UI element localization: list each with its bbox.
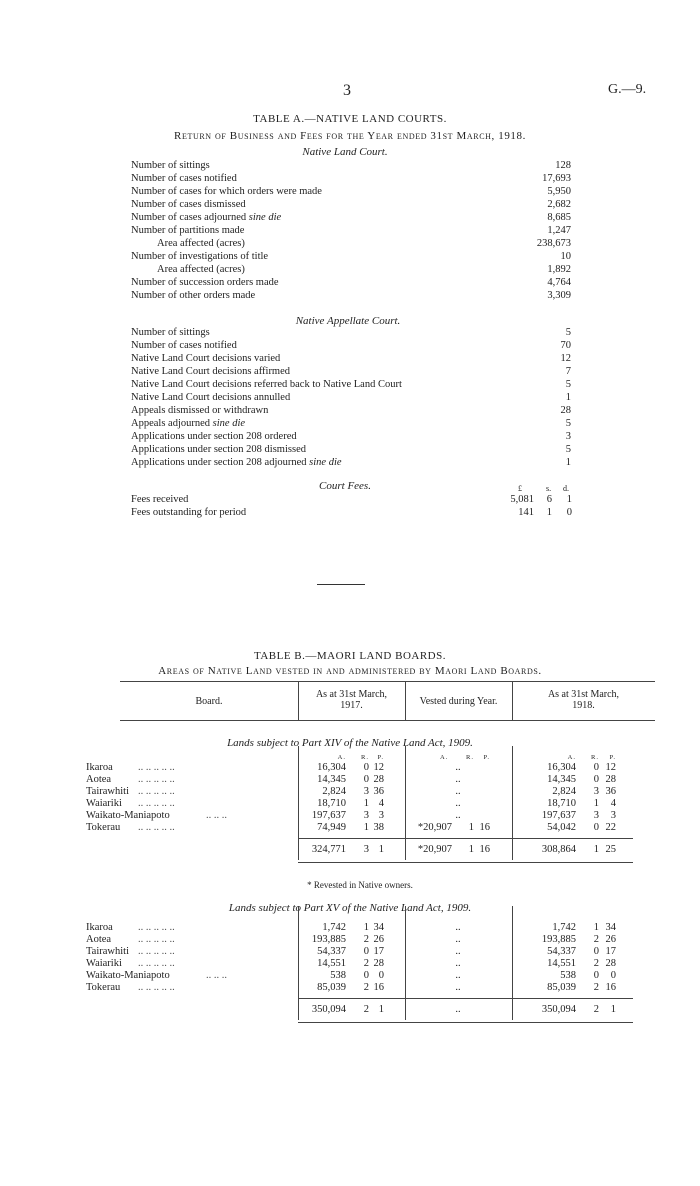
fee-pounds: 5,081 — [510, 494, 534, 505]
leader-dots: .. .. .. .. .. — [138, 946, 175, 957]
cell-r3: R. — [591, 754, 599, 761]
fee-shillings: 1 — [546, 507, 552, 518]
cell-r3: 0 — [593, 774, 599, 785]
cell-a3: 197,637 — [541, 810, 576, 821]
table-row — [86, 982, 626, 994]
cell-r1: 3 — [363, 786, 369, 797]
column-divider — [405, 906, 406, 1020]
cell-r1: 1 — [363, 922, 369, 933]
fee-label: Fees outstanding for period — [131, 507, 247, 518]
table-row — [131, 404, 575, 417]
cell-a1: 324,771 — [311, 844, 346, 855]
table-row — [131, 198, 575, 211]
cell-r1: 2 — [363, 958, 369, 969]
leader-dots: .. .. .. — [206, 970, 227, 981]
row-value: 5 — [565, 379, 571, 390]
table-row — [131, 159, 575, 172]
document-reference: G.—9. — [608, 82, 647, 97]
row-label: Native Land Court decisions affirmed — [131, 366, 291, 377]
row-label: Number of partitions made — [131, 225, 245, 236]
row-label: Area affected (acres) — [157, 264, 245, 275]
table-b-subtitle: Areas of Native Land vested in and administered by Maori Land Boards. — [158, 665, 542, 677]
header-bottom-rule — [120, 720, 655, 721]
table-row — [131, 276, 575, 289]
table-row — [131, 211, 575, 224]
row-value: 8,685 — [547, 212, 571, 223]
cell-p1: 38 — [373, 822, 384, 833]
row-value: 70 — [560, 340, 571, 351]
total-row — [86, 844, 626, 856]
cell-a3: 2,824 — [552, 786, 576, 797]
row-value: 1 — [565, 457, 571, 468]
cell-r2: 1 — [468, 822, 474, 833]
fee-pence: 0 — [566, 507, 572, 518]
table-row — [131, 391, 575, 404]
leader-dots: .. .. .. .. .. — [138, 798, 175, 809]
row-label: Applications under section 208 adjourned sine die — [131, 457, 342, 468]
column-header-1918-line2: 1918. — [572, 700, 595, 711]
table-row — [131, 443, 575, 456]
row-label: Number of investigations of title — [131, 251, 269, 262]
cell-a1: 1,742 — [322, 922, 346, 933]
row-value: 4,764 — [547, 277, 571, 288]
board-name: Waikato-Maniapoto — [86, 970, 170, 981]
row-label: Number of cases for which orders were made — [131, 186, 322, 197]
cell-p1: 34 — [373, 922, 384, 933]
cell-p3: 36 — [605, 786, 616, 797]
leader-dots: .. .. .. .. .. — [138, 774, 175, 785]
table-row — [131, 224, 575, 237]
column-header-vested: Vested during Year. — [419, 696, 498, 707]
cell-p3: 12 — [605, 762, 616, 773]
column-divider — [512, 746, 513, 860]
board-name: Tairawhiti — [86, 946, 129, 957]
row-value: 1,247 — [547, 225, 571, 236]
cell-p2: 16 — [479, 822, 490, 833]
cell-a2: .. — [455, 1004, 461, 1015]
cell-r3: 2 — [593, 934, 599, 945]
row-value: 12 — [560, 353, 571, 364]
cell-p3: P. — [609, 754, 616, 761]
table-a-subtitle: Return of Business and Fees for the Year ended 31st March, 1918. — [174, 130, 526, 142]
leader-dots: .. .. .. — [206, 810, 227, 821]
row-label: Appeals adjourned sine die — [131, 418, 246, 429]
row-label: Number of cases notified — [131, 340, 237, 351]
fee-pounds: 141 — [518, 507, 534, 518]
table-a-title: TABLE A.—NATIVE LAND COURTS. — [253, 113, 447, 125]
cell-p3: 25 — [605, 844, 616, 855]
cell-r3: 0 — [593, 762, 599, 773]
part15-heading: Lands subject to Part XV of the Native Land Act, 1909. — [228, 902, 472, 914]
leader-dots: .. .. .. .. .. — [138, 762, 175, 773]
table-row — [131, 365, 575, 378]
cell-r1: 2 — [363, 1004, 369, 1015]
column-divider — [298, 746, 299, 860]
table-row — [86, 922, 626, 934]
row-label: Native Land Court decisions annulled — [131, 392, 291, 403]
table-row — [86, 970, 626, 982]
table-row — [86, 762, 626, 774]
table-row — [131, 185, 575, 198]
row-value: 3,309 — [547, 290, 571, 301]
cell-a3: 350,094 — [541, 1004, 576, 1015]
table-row — [131, 456, 575, 469]
cell-a1: 193,885 — [311, 934, 346, 945]
cell-p1: 1 — [378, 844, 384, 855]
table-row — [86, 822, 626, 834]
cell-a2: .. — [455, 970, 461, 981]
board-name: Ikaroa — [86, 922, 113, 933]
cell-r1: 1 — [363, 798, 369, 809]
table-row — [131, 352, 575, 365]
cell-p1: 1 — [378, 1004, 384, 1015]
row-label: Number of sittings — [131, 327, 210, 338]
cell-p3: 17 — [605, 946, 616, 957]
board-name: Aotea — [86, 934, 112, 945]
cell-r1: 3 — [363, 810, 369, 821]
cell-a3: 54,042 — [547, 822, 576, 833]
board-name: Aotea — [86, 774, 112, 785]
column-divider — [298, 906, 299, 1020]
cell-r1: 3 — [363, 844, 369, 855]
cell-p3: 28 — [605, 774, 616, 785]
cell-r2: 1 — [468, 844, 474, 855]
table-row — [131, 172, 575, 185]
cell-p1: 16 — [373, 982, 384, 993]
total-bottom-rule — [298, 862, 633, 863]
board-name: Tokerau — [86, 822, 121, 833]
cell-p3: 22 — [605, 822, 616, 833]
cell-a2: A. — [440, 754, 449, 761]
cell-r3: 2 — [593, 1004, 599, 1015]
column-header-1917-line2: 1917. — [340, 700, 363, 711]
row-value: 5 — [565, 444, 571, 455]
table-row — [131, 263, 575, 276]
cell-p3: 3 — [610, 810, 616, 821]
cell-p1: 36 — [373, 786, 384, 797]
cell-a1: 54,337 — [317, 946, 346, 957]
footnote: * Revested in Native owners. — [307, 880, 413, 890]
cell-a3: 54,337 — [547, 946, 576, 957]
board-name: Waikato-Maniapoto — [86, 810, 170, 821]
cell-r1: 0 — [363, 774, 369, 785]
leader-dots: .. .. .. .. .. — [138, 822, 175, 833]
cell-a1: 538 — [330, 970, 346, 981]
column-header-board: Board. — [195, 696, 223, 707]
row-label: Number of cases adjourned sine die — [131, 212, 282, 223]
fee-label: Fees received — [131, 494, 189, 505]
total-rule — [298, 998, 633, 999]
cell-a2: .. — [455, 958, 461, 969]
cell-a1: 18,710 — [317, 798, 346, 809]
row-label: Number of succession orders made — [131, 277, 279, 288]
column-header-1918-line1: As at 31st March, — [547, 689, 620, 700]
row-label: Applications under section 208 dismissed — [131, 444, 306, 455]
board-name: Ikaroa — [86, 762, 113, 773]
cell-r3: 2 — [593, 958, 599, 969]
row-value: 5 — [565, 327, 571, 338]
row-label: Number of cases notified — [131, 173, 237, 184]
leader-dots: .. .. .. .. .. — [138, 934, 175, 945]
row-label: Native Land Court decisions referred back to Native Land Court — [131, 379, 402, 390]
cell-p1: P. — [377, 754, 384, 761]
board-name: Tairawhiti — [86, 786, 129, 797]
board-name: Waiariki — [86, 798, 122, 809]
cell-a1: 14,551 — [317, 958, 346, 969]
cell-a2: *20,907 — [417, 844, 452, 855]
table-row — [131, 326, 575, 339]
native-appellate-court-heading: Native Appellate Court. — [295, 315, 401, 327]
cell-r1: 0 — [363, 946, 369, 957]
row-label: Appeals dismissed or withdrawn — [131, 405, 269, 416]
table-row — [86, 774, 626, 786]
cell-r1: R. — [361, 754, 369, 761]
cell-p1: 26 — [373, 934, 384, 945]
cell-r1: 0 — [363, 762, 369, 773]
cell-a2: .. — [455, 774, 461, 785]
cell-a2: .. — [455, 762, 461, 773]
table-row — [86, 934, 626, 946]
cell-a1: 16,304 — [317, 762, 346, 773]
row-label: Number of other orders made — [131, 290, 256, 301]
cell-p3: 1 — [610, 1004, 616, 1015]
cell-r3: 0 — [593, 946, 599, 957]
part14-heading: Lands subject to Part XIV of the Native Land Act, 1909. — [227, 737, 473, 749]
leader-dots: .. .. .. .. .. — [138, 922, 175, 933]
leader-dots: .. .. .. .. .. — [138, 982, 175, 993]
table-row — [86, 958, 626, 970]
row-value: 7 — [565, 366, 571, 377]
row-value: 10 — [560, 251, 571, 262]
cell-a3: 18,710 — [547, 798, 576, 809]
row-label: Number of cases dismissed — [131, 199, 246, 210]
table-row — [86, 946, 626, 958]
cell-a3: 1,742 — [552, 922, 576, 933]
table-row — [131, 237, 575, 250]
row-value: 5 — [565, 418, 571, 429]
cell-a1: A. — [337, 754, 346, 761]
cell-a1: 85,039 — [317, 982, 346, 993]
row-value: 2,682 — [547, 199, 571, 210]
cell-p3: 0 — [610, 970, 616, 981]
cell-p1: 17 — [373, 946, 384, 957]
cell-a3: 193,885 — [541, 934, 576, 945]
table-row — [131, 250, 575, 263]
table-row — [131, 339, 575, 352]
cell-p3: 16 — [605, 982, 616, 993]
board-name: Tokerau — [86, 982, 121, 993]
cell-a3: 14,551 — [547, 958, 576, 969]
cell-p3: 34 — [605, 922, 616, 933]
row-label: Applications under section 208 ordered — [131, 431, 297, 442]
total-bottom-rule — [298, 1022, 633, 1023]
row-label: Area affected (acres) — [157, 238, 245, 249]
cell-r3: 1 — [593, 922, 599, 933]
row-value: 17,693 — [542, 173, 571, 184]
cell-p1: 28 — [373, 774, 384, 785]
total-rule — [298, 838, 633, 839]
cell-p1: 4 — [378, 798, 384, 809]
row-label: Native Land Court decisions varied — [131, 353, 281, 364]
cell-p1: 3 — [378, 810, 384, 821]
cell-a2: .. — [455, 946, 461, 957]
fee-pence: 1 — [566, 494, 572, 505]
column-divider — [405, 746, 406, 860]
cell-a3: 14,345 — [547, 774, 576, 785]
cell-r3: 3 — [593, 810, 599, 821]
row-value: 28 — [560, 405, 571, 416]
header-top-rule — [120, 681, 655, 682]
cell-a3: A. — [567, 754, 576, 761]
leader-dots: .. .. .. .. .. — [138, 786, 175, 797]
row-value: 5,950 — [547, 186, 571, 197]
total-row — [86, 1004, 626, 1016]
court-fees-heading: Court Fees. — [319, 480, 371, 492]
cell-a2: .. — [455, 810, 461, 821]
page-number: 3 — [343, 82, 351, 99]
cell-a2: .. — [455, 798, 461, 809]
cell-a2: .. — [455, 922, 461, 933]
cell-a3: 16,304 — [547, 762, 576, 773]
table-row — [86, 810, 626, 822]
cell-r3: 0 — [593, 822, 599, 833]
cell-p3: 26 — [605, 934, 616, 945]
cell-a2: .. — [455, 982, 461, 993]
cell-p1: 0 — [378, 970, 384, 981]
cell-p3: 4 — [610, 798, 616, 809]
cell-a1: 350,094 — [311, 1004, 346, 1015]
row-value: 3 — [565, 431, 571, 442]
row-value: 128 — [555, 160, 571, 171]
cell-r3: 3 — [593, 786, 599, 797]
cell-p3: 28 — [605, 958, 616, 969]
table-row — [131, 289, 575, 302]
cell-a1: 2,824 — [322, 786, 346, 797]
cell-r1: 2 — [363, 934, 369, 945]
cell-a1: 74,949 — [317, 822, 346, 833]
cell-a2: *20,907 — [417, 822, 452, 833]
row-value: 1,892 — [547, 264, 571, 275]
table-row — [86, 798, 626, 810]
leader-dots: .. .. .. .. .. — [138, 958, 175, 969]
cell-p1: 12 — [373, 762, 384, 773]
cell-r3: 1 — [593, 844, 599, 855]
cell-a3: 538 — [560, 970, 576, 981]
board-name: Waiariki — [86, 958, 122, 969]
cell-a3: 308,864 — [541, 844, 576, 855]
fee-shillings: 6 — [546, 494, 552, 505]
column-header-1917-line1: As at 31st March, — [315, 689, 388, 700]
section-separator — [317, 584, 365, 585]
cell-r2: R. — [466, 754, 474, 761]
table-row — [86, 786, 626, 798]
cell-a2: .. — [455, 786, 461, 797]
table-row — [131, 417, 575, 430]
table-b-title: TABLE B.—MAORI LAND BOARDS. — [254, 650, 446, 662]
fee-unit-shillings: s. — [546, 484, 552, 493]
cell-a2: .. — [455, 934, 461, 945]
native-land-court-heading: Native Land Court. — [302, 146, 388, 158]
column-divider — [512, 906, 513, 1020]
cell-a1: 197,637 — [311, 810, 346, 821]
cell-p2: P. — [483, 754, 490, 761]
fee-unit-pence: d. — [563, 484, 569, 493]
cell-r3: 2 — [593, 982, 599, 993]
cell-r1: 0 — [363, 970, 369, 981]
cell-a1: 14,345 — [317, 774, 346, 785]
cell-a3: 85,039 — [547, 982, 576, 993]
cell-r3: 0 — [593, 970, 599, 981]
cell-r3: 1 — [593, 798, 599, 809]
row-value: 238,673 — [536, 238, 571, 249]
cell-r1: 2 — [363, 982, 369, 993]
row-label: Number of sittings — [131, 160, 210, 171]
table-row — [131, 378, 575, 391]
cell-p2: 16 — [479, 844, 490, 855]
cell-r1: 1 — [363, 822, 369, 833]
table-row — [131, 430, 575, 443]
cell-p1: 28 — [373, 958, 384, 969]
fee-unit-pounds: £ — [518, 484, 522, 493]
row-value: 1 — [565, 392, 571, 403]
